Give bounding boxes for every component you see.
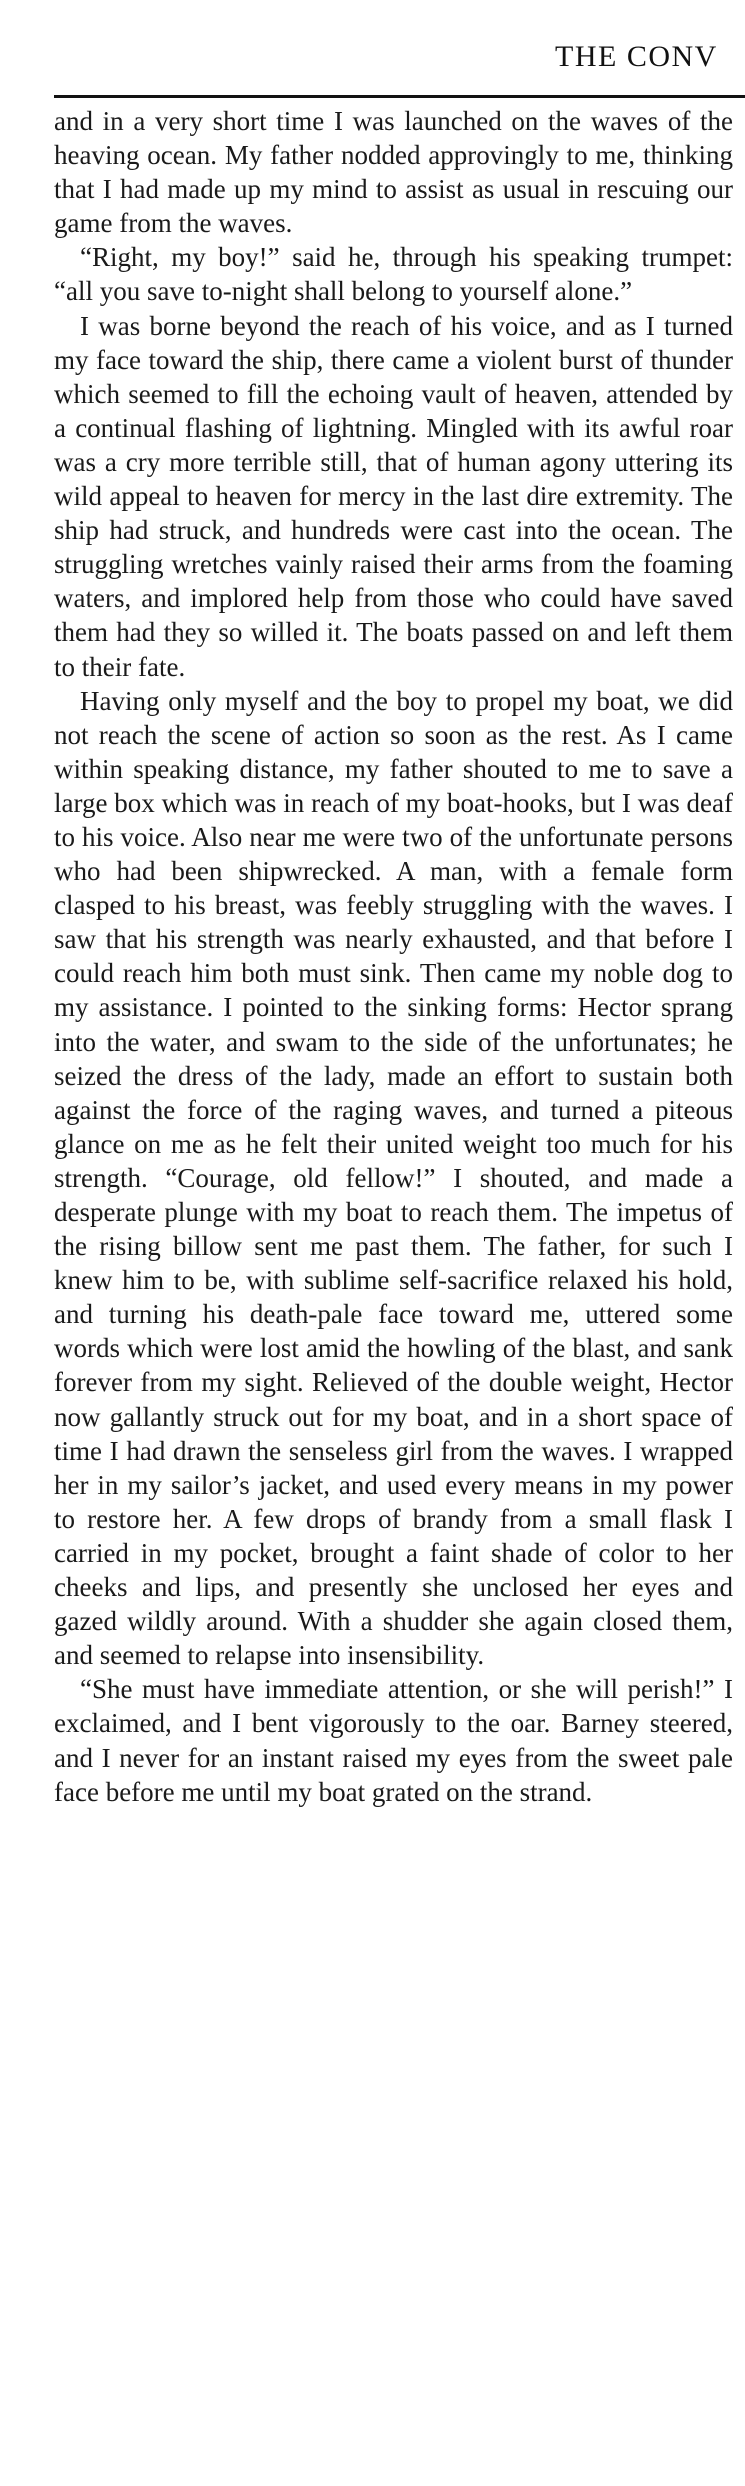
text-column xyxy=(54,104,733,1809)
paragraph-shipwreck: I was borne beyond the reach of his voice, and as I turned my face toward the ship, there came a violent burst of thunder which seemed to fill the echoing vault of heaven, attended by a continual flashing of lightning. Mingled with its awful roar was a cry more terrible still, that of human agony uttering its wild appeal to heaven for mercy in the last dire extremity. The ship had struck, and hundreds were cast into the ocean. The struggling wretches vainly raised their arms from the foaming waters, and implored help from those who could have saved them had they so willed it. The boats passed on and left them to their fate. xyxy=(54,310,733,682)
paragraph-trumpet-speech: “Right, my boy!” said he, through his speaking trumpet: “all you save to-night shall belong to yourself alone.” xyxy=(54,242,733,307)
header-rule xyxy=(54,95,745,98)
paragraph-return: “She must have immediate attention, or she will perish!” I exclaimed, and I bent vigorously to the oar. Barney steered, and I never for an instant raised my eyes from the sweet pale face before me until my boat grated on the strand. xyxy=(54,1674,733,1807)
paragraph-rescue: Having only myself and the boy to propel my boat, we did not reach the scene of action so soon as the rest. As I came within speaking distance, my father shouted to me to save a large box which was in reach of my boat-hooks, but I was deaf to his voice. Also near me were two of the unfortunate persons who had been shipwrecked. A man, with a female form clasped to his breast, was feebly struggling with the waves. I saw that his strength was nearly exhausted, and that before I could reach him both must sink. Then came my noble dog to my assistance. I pointed to the sinking forms: Hector sprang into the water, and swam to the side of the unfortunates; he seized the dress of the lady, made an effort to sustain both against the force of the raging waves, and turned a piteous glance on me as he felt their united weight too much for his strength. “Courage, old fellow!” I shouted, and made a desperate plunge with my boat to reach them. The impetus of the rising billow sent me past them. The father, for such I knew him to be, with sublime self-sacrifice relaxed his hold, and turning his death-pale face toward me, uttered some words which were lost amid the howling of the blast, and sank forever from my sight. Relieved of the double weight, Hector now gallantly struck out for my boat, and in a short space of time I had drawn the senseless girl from the waves. I wrapped her in my sailor’s jacket, and used every means in my power to restore her. A few drops of brandy from a small flask I carried in my pocket, brought a faint shade of color to her cheeks and lips, and presently she unclosed her eyes and gazed wildly around. With a shudder she again closed them, and seemed to relapse into insensibility. xyxy=(54,685,733,1671)
running-head: THE CONV xyxy=(555,40,718,73)
paragraph-continued: and in a very short time I was launched on the waves of the heaving ocean. My father nodded approvingly to me, thinking that I had made up my mind to assist as usual in rescuing our game from the waves. xyxy=(54,106,733,239)
